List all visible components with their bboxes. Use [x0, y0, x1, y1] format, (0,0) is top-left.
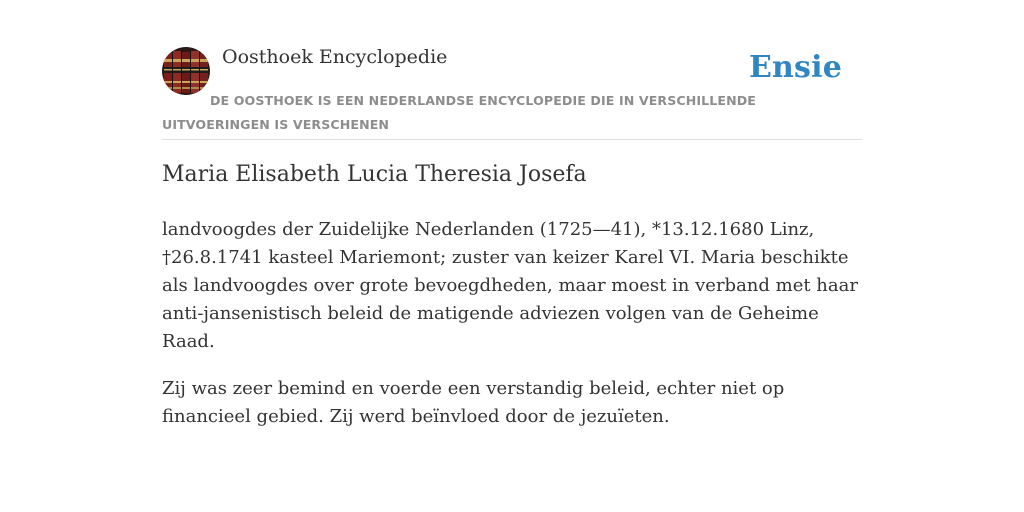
brand-logo[interactable]: Ensie [748, 50, 842, 85]
book-spines-icon [162, 47, 210, 95]
article-paragraph: landvoogdes der Zuidelijke Nederlanden (1725—41), *13.12.1680 Linz, †26.8.1741 kasteel Mariemont; zuster van keizer Karel VI. Maria beschikte als landvoogdes over grote bevoegdheden, maar moest in verband met haar anti-jansenistisch beleid de matigende adviezen volgen van de Geheime Raad. [162, 219, 858, 352]
source-title[interactable]: Oosthoek Encyclopedie [222, 46, 448, 68]
article-paragraph: Zij was zeer bemind en voerde een verstandig beleid, echter niet op financieel gebied. Zij werd beïnvloed door de jezuïeten. [162, 378, 785, 427]
source-avatar[interactable] [162, 47, 210, 95]
header-divider [162, 139, 862, 140]
article-body [162, 216, 862, 450]
article-title: Maria Elisabeth Lucia Theresia Josefa [162, 162, 587, 187]
source-tagline: DE OOSTHOEK IS EEN NEDERLANDSE ENCYCLOPEDIE DIE IN VERSCHILLENDE UITVOERINGEN IS VERSCHENEN [162, 93, 757, 132]
